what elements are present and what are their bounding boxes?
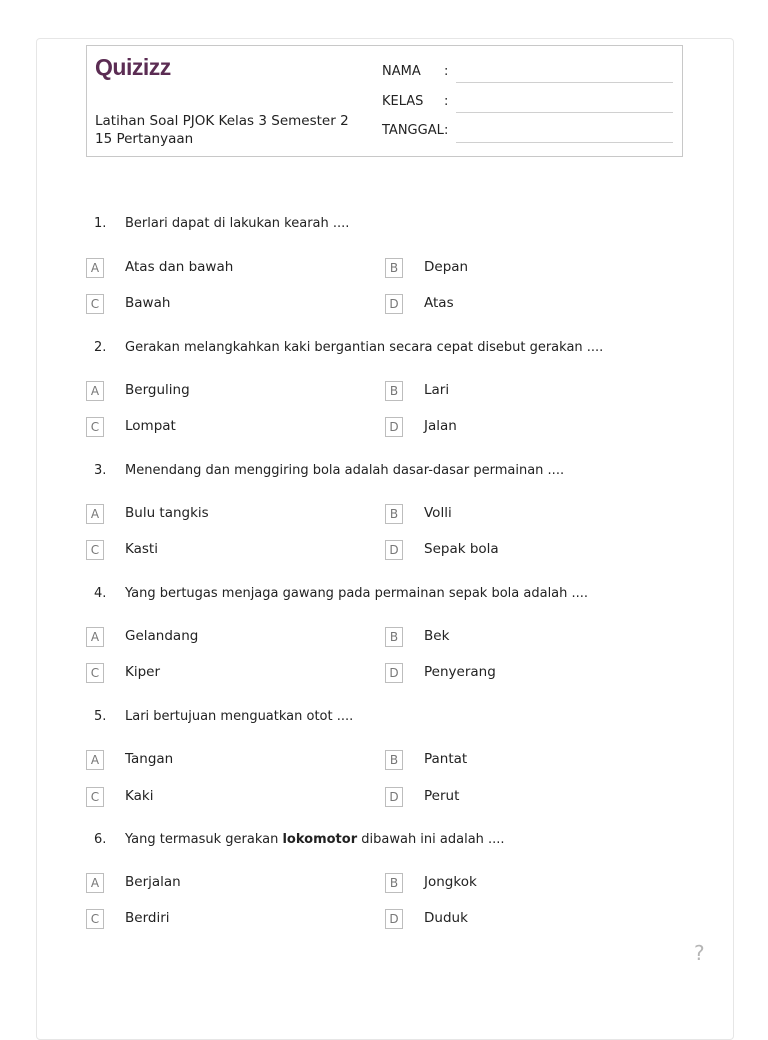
- option-text: Berdiri: [125, 910, 170, 926]
- option-text: Tangan: [125, 751, 174, 767]
- option-text: Sepak bola: [424, 541, 499, 557]
- option-letter-box: A: [86, 504, 104, 524]
- option-letter-box: D: [385, 663, 403, 683]
- option-letter-box: A: [86, 873, 104, 893]
- option-letter-box: A: [86, 750, 104, 770]
- option-text: Lari: [424, 382, 450, 398]
- option-letter-box: C: [86, 787, 104, 807]
- option-text: Duduk: [424, 910, 468, 926]
- question-text: Menendang dan menggiring bola adalah dasar-dasar permainan ....: [125, 463, 565, 478]
- class-label: KELAS: [382, 94, 424, 109]
- quizizz-logo: Quizizz: [95, 54, 171, 80]
- option-text: Penyerang: [424, 664, 496, 680]
- name-line[interactable]: [456, 82, 673, 83]
- quiz-title-block: [95, 112, 349, 148]
- option-letter-box: D: [385, 909, 403, 929]
- keyword-lokomotor: lokomotor: [282, 832, 358, 847]
- option-letter-box: D: [385, 787, 403, 807]
- option-text: Kiper: [125, 664, 161, 680]
- date-line[interactable]: [456, 142, 673, 143]
- option-letter-box: C: [86, 540, 104, 560]
- class-line[interactable]: [456, 112, 673, 113]
- date-field: TANGGAL:: [382, 123, 449, 138]
- option-text: Bulu tangkis: [125, 505, 209, 521]
- option-letter-box: D: [385, 540, 403, 560]
- option-text: Gelandang: [125, 628, 199, 644]
- option-text: Kaki: [125, 788, 154, 804]
- question-text: Berlari dapat di lakukan kearah ....: [125, 216, 350, 231]
- option-letter-box: B: [385, 504, 403, 524]
- question-number: 1.: [94, 216, 107, 231]
- option-letter-box: B: [385, 258, 403, 278]
- option-letter-box: A: [86, 381, 104, 401]
- quiz-title: Latihan Soal PJOK Kelas 3 Semester 2: [95, 113, 349, 129]
- option-text: Atas: [424, 295, 454, 311]
- question-number: 6.: [94, 832, 107, 847]
- date-label: TANGGAL: [382, 123, 444, 138]
- question-number: 5.: [94, 709, 107, 724]
- option-letter-box: B: [385, 627, 403, 647]
- option-text: Atas dan bawah: [125, 259, 234, 275]
- option-text: Berjalan: [125, 874, 181, 890]
- option-letter-box: C: [86, 294, 104, 314]
- option-text: Kasti: [125, 541, 158, 557]
- question-text: Yang bertugas menjaga gawang pada permainan sepak bola adalah ....: [125, 586, 589, 601]
- option-letter-box: C: [86, 417, 104, 437]
- question-number: 3.: [94, 463, 107, 478]
- option-letter-box: D: [385, 417, 403, 437]
- question-number: 2.: [94, 340, 107, 355]
- option-text: Bek: [424, 628, 450, 644]
- question-text: Yang termasuk gerakan lokomotor dibawah ini adalah ....: [125, 832, 505, 847]
- name-field: NAMA :: [382, 64, 449, 79]
- option-text: Depan: [424, 259, 469, 275]
- option-letter-box: A: [86, 627, 104, 647]
- class-field: KELAS :: [382, 94, 449, 109]
- option-letter-box: B: [385, 750, 403, 770]
- option-text: Lompat: [125, 418, 176, 434]
- question-text: Gerakan melangkahkan kaki bergantian secara cepat disebut gerakan ....: [125, 340, 604, 355]
- option-letter-box: D: [385, 294, 403, 314]
- option-text: Jongkok: [424, 874, 477, 890]
- option-text: Berguling: [125, 382, 190, 398]
- option-letter-box: C: [86, 663, 104, 683]
- question-mark-icon[interactable]: ?: [694, 941, 705, 965]
- question-number: 4.: [94, 586, 107, 601]
- option-text: Pantat: [424, 751, 468, 767]
- option-letter-box: B: [385, 381, 403, 401]
- name-label: NAMA: [382, 64, 421, 79]
- option-letter-box: B: [385, 873, 403, 893]
- option-letter-box: C: [86, 909, 104, 929]
- option-letter-box: A: [86, 258, 104, 278]
- question-text: Lari bertujuan menguatkan otot ....: [125, 709, 354, 724]
- option-text: Perut: [424, 788, 460, 804]
- worksheet-header: [86, 45, 683, 157]
- option-text: Bawah: [125, 295, 171, 311]
- option-text: Jalan: [424, 418, 457, 434]
- option-text: Volli: [424, 505, 452, 521]
- question-count: 15 Pertanyaan: [95, 131, 194, 147]
